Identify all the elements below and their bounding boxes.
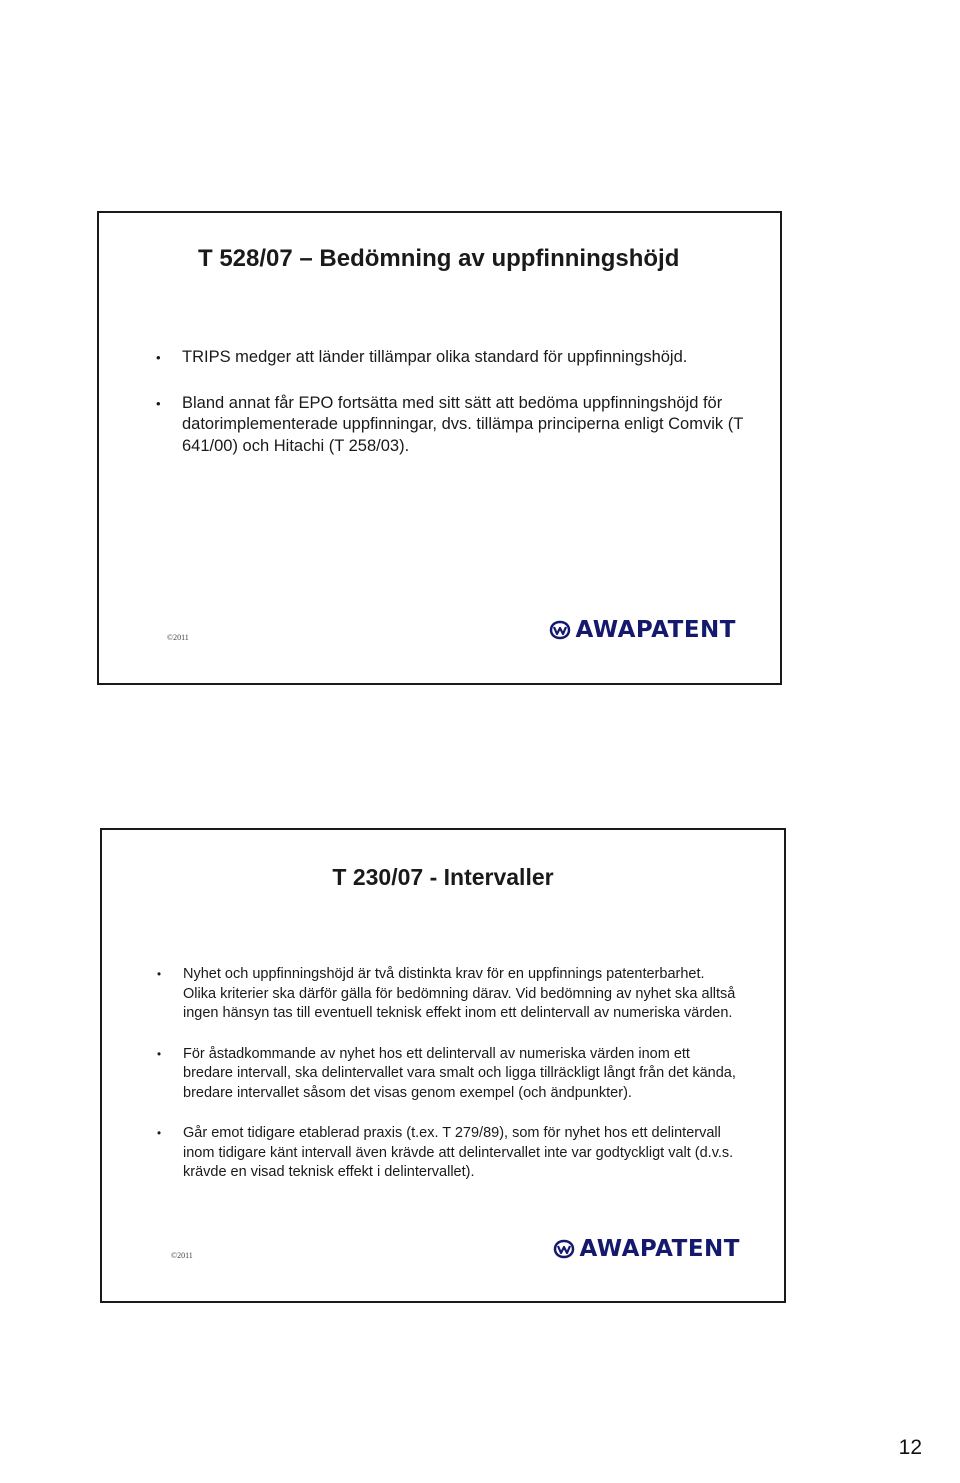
bullet-item: • Nyhet och uppfinningshöjd är två distinkta krav för en uppfinnings patenterbarhet. Olika kriterier ska därför gälla för bedömning därav. Vid bedömning av nyhet ska alltså ingen hänsyn tas till eventuell teknisk effekt inom ett delintervall av numeriska värden.: [157, 965, 737, 1024]
brand-logo: [553, 1236, 740, 1262]
brand-name: AWAPATENT: [579, 1236, 740, 1262]
bullet-list: [157, 965, 737, 1183]
page-number: 12: [898, 1436, 922, 1459]
slide-1: [97, 211, 782, 685]
bullet-list: [156, 347, 756, 457]
brand-logo: [549, 617, 736, 643]
copyright-text: ©2011: [171, 1251, 193, 1260]
copyright-text: ©2011: [167, 633, 189, 642]
slide-2: [100, 828, 786, 1303]
slide-title: T 230/07 - Intervaller: [332, 864, 554, 890]
bullet-item: • Går emot tidigare etablerad praxis (t.ex. T 279/89), som för nyhet hos ett delintervall inom tidigare känt intervall även krävde att delintervallet inte var godtyckligt valt (d.v.s. krävde en visad teknisk effekt i delintervallet).: [157, 1124, 737, 1183]
bullet-item: • TRIPS medger att länder tillämpar olika standard för uppfinningshöjd.: [156, 347, 756, 369]
slide-title: T 528/07 – Bedömning av uppfinningshöjd: [198, 245, 680, 272]
brand-name: AWAPATENT: [575, 617, 736, 643]
bullet-item: • För åstadkommande av nyhet hos ett delintervall av numeriska värden inom ett bredare intervall, ska delintervallet vara smalt och ligga tillräckligt långt från det kända, bredare intervallet såsom det visas genom exempel (och ändpunkter).: [157, 1045, 737, 1104]
bullet-item: • Bland annat får EPO fortsätta med sitt sätt att bedöma uppfinningshöjd för datorimplementerade uppfinningar, dvs. tillämpa principerna enligt Comvik (T 641/00) och Hitachi (T 258/03).: [156, 393, 756, 458]
awapatent-logo-icon: [553, 1239, 575, 1259]
awapatent-logo-icon: [549, 620, 571, 640]
